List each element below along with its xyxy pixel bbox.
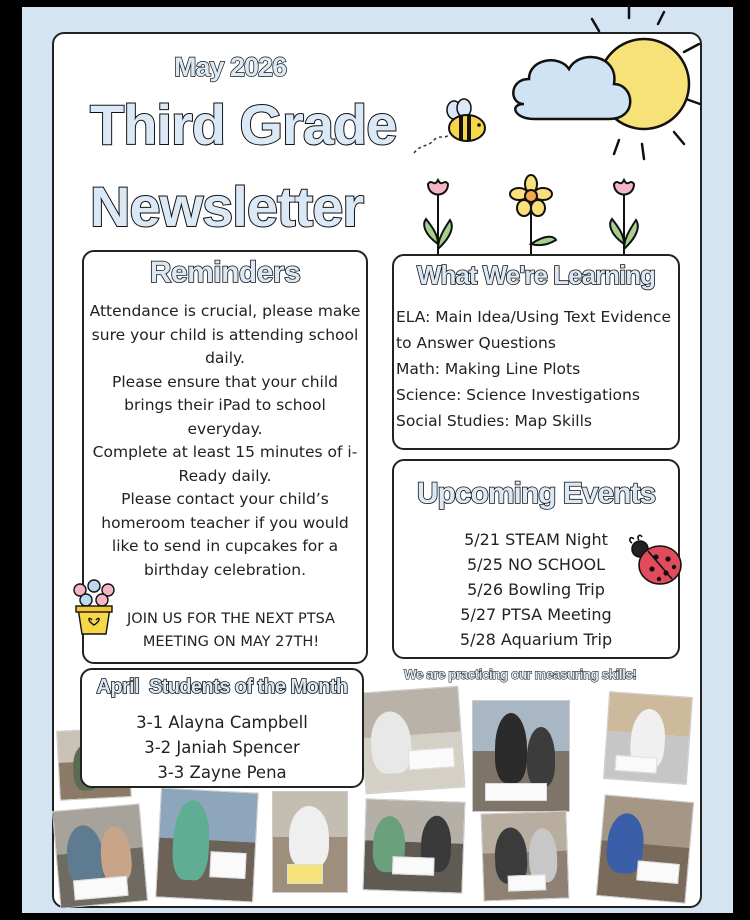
- class-photo: [596, 794, 695, 903]
- students-box: [80, 668, 364, 788]
- class-photo: [362, 798, 465, 893]
- student-item: 3-3 Zayne Pena: [157, 763, 287, 782]
- class-photo: [472, 700, 570, 812]
- event-item: 5/25 NO SCHOOL: [466, 555, 606, 574]
- reminders-list: [88, 300, 362, 582]
- class-photo: [272, 791, 348, 893]
- student-item: 3-1 Alayna Campbell: [136, 713, 308, 732]
- learning-item: Social Studies: Map Skills: [396, 412, 592, 430]
- learning-item: Science: Science Investigations: [396, 386, 640, 404]
- students-list: [82, 710, 362, 785]
- learning-box: [392, 254, 680, 450]
- event-item: 5/28 Aquarium Trip: [459, 630, 613, 649]
- newsletter-title-line2: Newsletter: [90, 175, 364, 238]
- flowers-icon: [416, 174, 646, 264]
- newsletter-page: [52, 32, 702, 908]
- class-photo: [359, 686, 466, 795]
- reminder-item: Attendance is crucial, please make sure your child is attending school daily.: [89, 302, 361, 367]
- events-box: [392, 459, 680, 659]
- class-photo: [603, 691, 693, 785]
- reminders-box: [82, 250, 368, 664]
- events-title: Upcoming Events: [416, 477, 656, 510]
- reminder-item: Please contact your child’s homeroom teacher if you would like to send in cupcakes for a birthday celebration.: [101, 490, 349, 579]
- event-item: 5/21 STEAM Night: [464, 530, 608, 549]
- class-photo: [155, 788, 259, 903]
- newsletter-date: May 2026: [174, 52, 287, 82]
- sun-cloud-icon: [504, 4, 704, 164]
- bee-icon: [412, 98, 492, 158]
- ladybug-icon: [626, 533, 686, 587]
- reminder-item: Please ensure that your child brings their iPad to school everyday.: [112, 372, 338, 438]
- photos-caption: We are practicing our measuring skills!: [404, 667, 637, 682]
- newsletter-title-line1: Third Grade: [90, 93, 397, 156]
- reminder-item: Complete at least 15 minutes of i-Ready daily.: [92, 443, 358, 485]
- class-photo: [52, 803, 148, 908]
- ptsa-announcement: JOIN US FOR THE NEXT PTSA MEETING ON MAY 27TH!: [127, 611, 335, 650]
- learning-item: ELA: Main Idea/Using Text Evidence to Answer Questions: [396, 308, 671, 352]
- reminders-title: Reminders: [149, 256, 301, 289]
- event-item: 5/27 PTSA Meeting: [460, 605, 612, 624]
- learning-item: Math: Making Line Plots: [396, 360, 581, 378]
- student-item: 3-2 Janiah Spencer: [144, 738, 300, 757]
- event-item: 5/26 Bowling Trip: [467, 580, 605, 599]
- students-title: April Students of the Month: [96, 676, 348, 698]
- learning-title: What We're Learning: [416, 260, 656, 290]
- learning-list: [396, 304, 676, 434]
- class-photo: [480, 811, 569, 902]
